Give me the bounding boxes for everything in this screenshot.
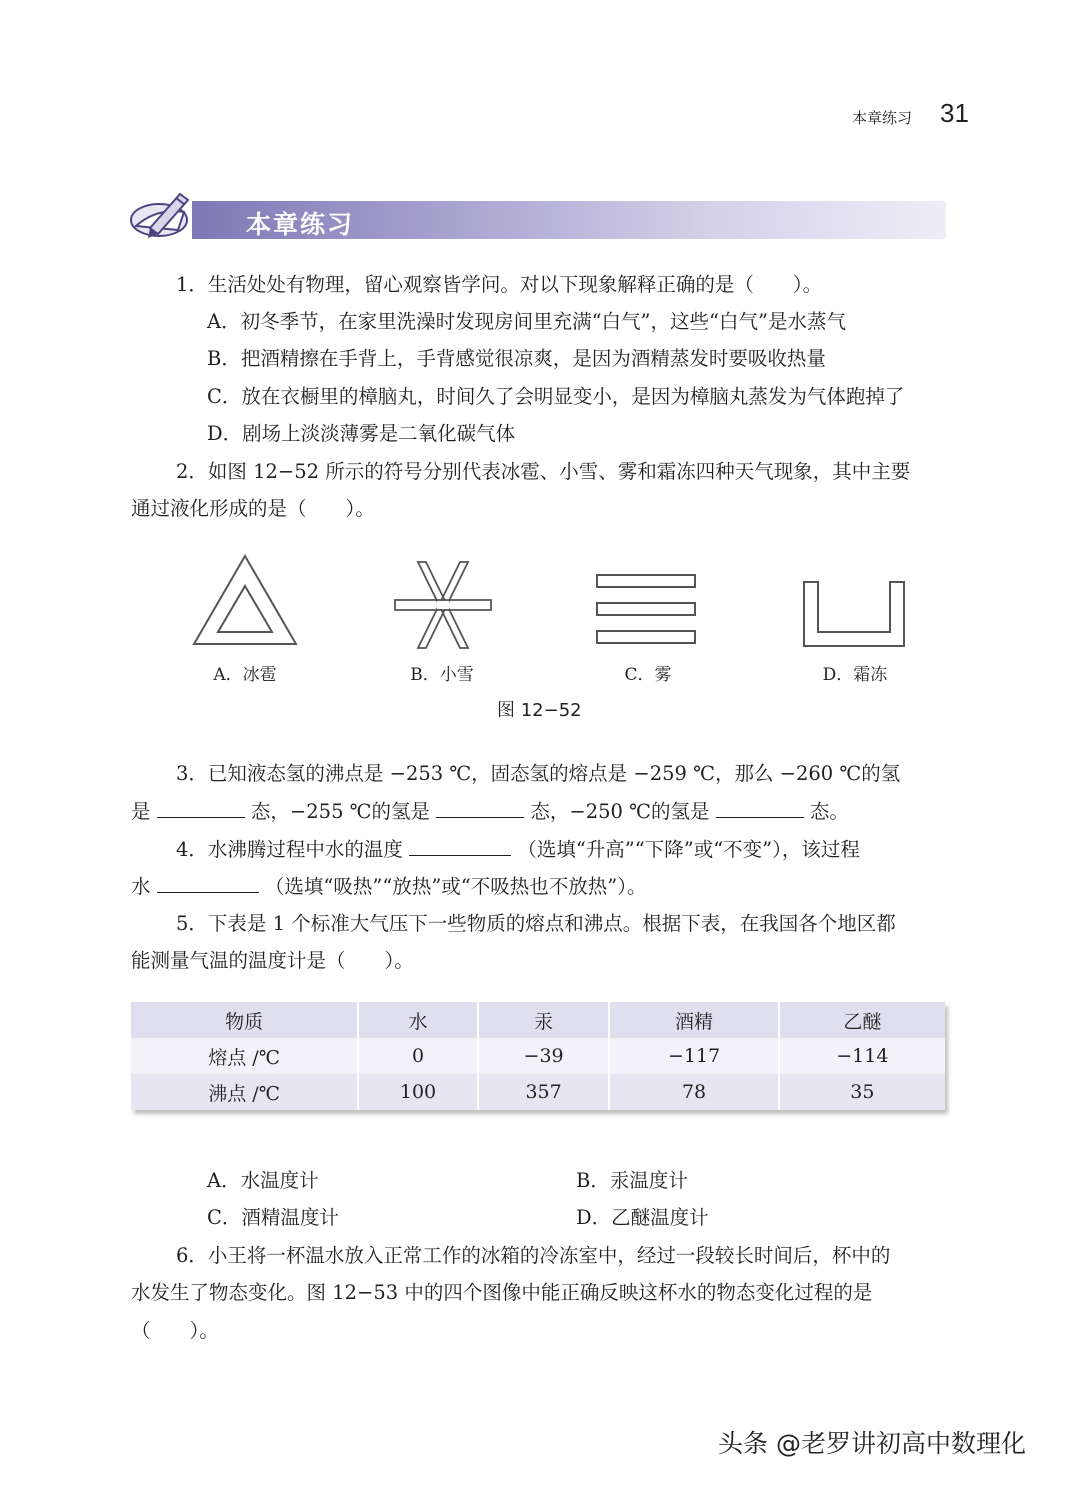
q6-line-1: 6．小王将一杯温水放入正常工作的冰箱的冷冻室中，经过一段较长时间后，杯中的	[176, 1244, 891, 1267]
table-header-row	[131, 1002, 945, 1038]
q6-line-3: （ ）。	[131, 1319, 219, 1342]
q1-option-a: A．初冬季节，在家里洗澡时发现房间里充满“白气”，这些“白气”是水蒸气	[207, 310, 846, 333]
q4-text-d: （选填“吸热”“放热”或“不吸热也不放热”）。	[264, 875, 647, 898]
table-row	[131, 1074, 945, 1110]
q3-blank-3[interactable]	[716, 797, 804, 818]
melting-boiling-table	[131, 1002, 945, 1110]
running-header-section: 本章练习	[852, 109, 913, 127]
hail-triangle-icon	[190, 552, 300, 648]
q3-text-c: 态，−250 ℃的氢是	[530, 800, 710, 823]
section-title: 本章练习	[246, 210, 355, 239]
figure-label-b: B．小雪	[410, 665, 474, 685]
q4-text-c: 水	[131, 875, 151, 898]
table-header-cell: 物质	[131, 1002, 358, 1038]
table-cell: −114	[779, 1038, 945, 1074]
q4-text-b: （选填“升高”“下降”或“不变”），该过程	[517, 838, 860, 861]
q3-text-b: 态，−255 ℃的氢是	[250, 800, 430, 823]
figure-label-d: D．霜冻	[822, 665, 888, 685]
table-cell: −117	[609, 1038, 778, 1074]
figure-label-c: C．雾	[624, 665, 672, 685]
q5-option-c: C．酒精温度计	[207, 1206, 339, 1229]
q3-text-a: 是	[131, 800, 151, 823]
table-header-cell: 酒精	[609, 1002, 778, 1038]
table-cell: 100	[358, 1074, 478, 1110]
q6-line-2: 水发生了物态变化。图 12−53 中的四个图像中能正确反映这杯水的物态变化过程的是	[131, 1281, 873, 1304]
q5-line-1: 5．下表是 1 个标准大气压下一些物质的熔点和沸点。根据下表，在我国各个地区都	[176, 912, 896, 935]
figure-label-a: A．冰雹	[213, 665, 277, 685]
pencil-paper-icon	[126, 188, 196, 244]
q5-option-d: D．乙醚温度计	[576, 1206, 709, 1229]
q4-text-a: 4．水沸腾过程中水的温度	[176, 838, 403, 861]
q4-blank-1[interactable]	[409, 835, 511, 856]
table-cell: −39	[478, 1038, 610, 1074]
q3-text-d: 态。	[809, 800, 849, 823]
q1-stem: 1．生活处处有物理，留心观察皆学问。对以下现象解释正确的是（ ）。	[176, 273, 823, 296]
q3-line-1: 3．已知液态氢的沸点是 −253 ℃，固态氢的熔点是 −259 ℃，那么 −260 ℃的氢	[176, 762, 901, 785]
table-header-cell: 乙醚	[779, 1002, 945, 1038]
q1-option-c: C．放在衣橱里的樟脑丸，时间久了会明显变小，是因为樟脑丸蒸发为气体跑掉了	[207, 385, 905, 408]
table-header-cell: 水	[358, 1002, 478, 1038]
table-cell: 沸点 /℃	[131, 1074, 358, 1110]
table-cell: 35	[779, 1074, 945, 1110]
q2-line-2: 通过液化形成的是（ ）。	[131, 497, 375, 520]
frost-u-icon	[802, 580, 906, 648]
snow-asterisk-icon	[393, 560, 493, 650]
page-number: 31	[940, 98, 969, 128]
table-cell: 0	[358, 1038, 478, 1074]
q2-line-1: 2．如图 12−52 所示的符号分别代表冰雹、小雪、雾和霜冻四种天气现象，其中主要	[176, 460, 911, 483]
q1-option-b: B．把酒精擦在手背上，手背感觉很凉爽，是因为酒精蒸发时要吸收热量	[207, 347, 826, 370]
table-row	[131, 1038, 945, 1074]
fog-lines-icon	[595, 572, 697, 648]
table-cell: 熔点 /℃	[131, 1038, 358, 1074]
q1-option-d: D．剧场上淡淡薄雾是二氧化碳气体	[207, 422, 516, 445]
watermark: 头条 @老罗讲初高中数理化	[718, 1429, 1026, 1458]
q3-line-2	[131, 797, 849, 826]
table-cell: 357	[478, 1074, 610, 1110]
q5-option-a: A．水温度计	[207, 1169, 319, 1192]
q5-line-2: 能测量气温的温度计是（ ）。	[131, 949, 414, 972]
q4-line-2	[131, 872, 647, 901]
q3-blank-2[interactable]	[436, 797, 524, 818]
q4-blank-2[interactable]	[157, 872, 259, 893]
figure-caption: 图 12−52	[497, 700, 582, 721]
q5-option-b: B．汞温度计	[576, 1169, 688, 1192]
table-cell: 78	[609, 1074, 778, 1110]
q4-line-1	[176, 835, 860, 864]
q3-blank-1[interactable]	[157, 797, 245, 818]
table-header-cell: 汞	[478, 1002, 610, 1038]
